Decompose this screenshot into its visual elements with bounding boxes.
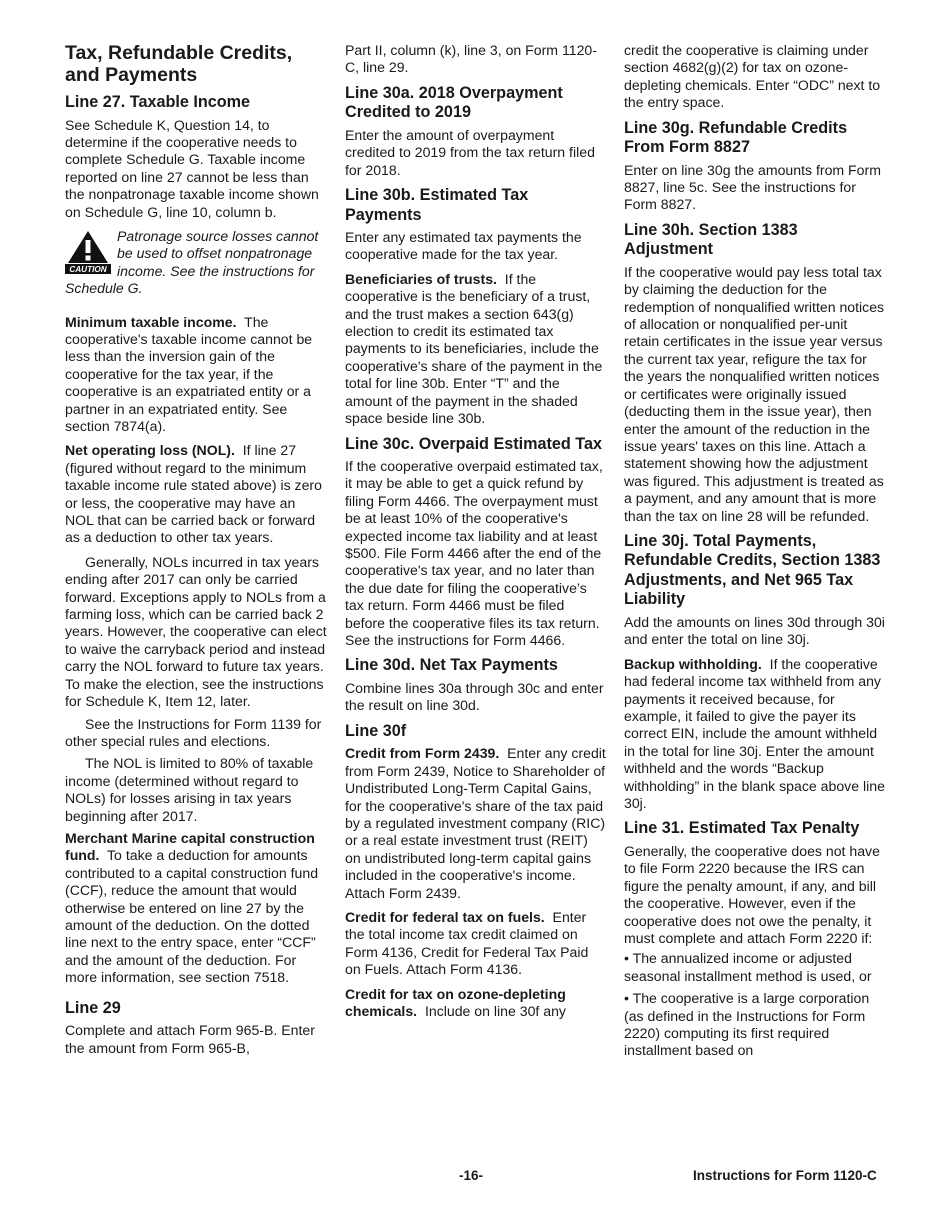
backup-runin: Backup withholding. — [624, 655, 762, 672]
line27-heading: Line 27. Taxable Income — [65, 93, 251, 111]
nol-paragraph-2: Generally, NOLs incurred in tax years ending after 2017 can only be carried forward. Exceptions apply to NOLs from a farming loss, which can be carried back 2 years. However, the cooperative can elect to waive the carryback period and instead carry the NOL forward to future tax years. To make the election, see the instructions for Schedule K, Item 12, later. — [65, 553, 327, 710]
line30c-heading: Line 30c. Overpaid Estimated Tax — [345, 434, 602, 453]
line30j-heading: Line 30j. Total Payments, Refundable Credits, Section 1383 Adjustments, and Net 965 Tax Liability — [624, 531, 881, 609]
line30b-paragraph: Enter any estimated tax payments the cooperative made for the tax year. — [345, 229, 582, 263]
section-title: Tax, Refundable Credits, and Payments — [65, 42, 293, 86]
caution-label: CAUTION — [69, 264, 107, 274]
nol-runin: Net operating loss (NOL). — [65, 442, 235, 459]
col2-continuation: Part II, column (k), line 3, on Form 1120-C, line 29. — [345, 42, 597, 76]
form2439-runin: Credit from Form 2439. — [345, 745, 500, 762]
min-income-runin: Minimum taxable income. — [65, 313, 237, 330]
column-1 — [65, 42, 327, 1064]
ozone-paragraph — [345, 986, 607, 1021]
line30a-heading: Line 30a. 2018 Overpayment Credited to 2019 — [345, 83, 563, 122]
fuels-runin: Credit for federal tax on fuels. — [345, 908, 545, 925]
line30b-heading: Line 30b. Estimated Tax Payments — [345, 186, 529, 224]
fuels-paragraph — [345, 909, 607, 979]
caution-text: Patronage source losses cannot be used to offset nonpatronage income. See the instructions for Schedule G. — [65, 227, 319, 297]
caution-note — [65, 228, 327, 298]
nol-paragraph-3: See the Instructions for Form 1139 for other special rules and elections. — [65, 715, 322, 749]
merchant-marine-paragraph — [65, 830, 327, 987]
backup-text: If the cooperative had federal income tax withheld from any payments it received because, for example, it failed to give the payer its correct EIN, include the amount withheld in the total for line 30j. Enter the amount withheld and the words “Backup withholding” in the blank space above line 30j. — [624, 655, 885, 811]
column-3 — [624, 42, 886, 1065]
col3-continuation: credit the cooperative is claiming under section 4682(g)(2) for tax on ozone-depleting chemicals. Enter “ODC” next to the entry space. — [624, 42, 881, 111]
line30d-heading: Line 30d. Net Tax Payments — [345, 656, 558, 675]
line29-paragraph: Complete and attach Form 965-B. Enter the amount from Form 965-B, — [65, 1022, 315, 1056]
column-2 — [345, 42, 607, 1027]
merchant-marine-text: To take a deduction for amounts contributed to a capital construction fund (CCF), reduce the amount that would otherwise be entered on line 27 by the amount of the deduction. On the dotted line next to the entry space, enter “CCF” and the amount of the deduction. For more information, see section 7518. — [65, 847, 319, 986]
line30h-paragraph: If the cooperative would pay less total tax by claiming the deduction for the redemption of nonqualified written notices of allocation or nonqualified per-unit retain certificates in the issue year versus the current tax year, refigure the tax for the years the nonqualified written notices or certificates were originally issued (deducting them in the issue year), then enter the amount of the reduction in the issue years' taxes on this line. Attach a statement showing how the adjustment was figured. This adjustment is treated as a payment, and any amount that is more than the tax on line 28 will be refunded. — [624, 263, 885, 524]
bullet-item-1 — [624, 950, 886, 985]
line31-paragraph: Generally, the cooperative does not have to file Form 2220 because the IRS can figure the penalty amount, if any, and bill the cooperative. However, even if the cooperative does not owe the penalty, it must complete and attach Form 2220 if: — [624, 842, 880, 946]
line30c-paragraph: If the cooperative overpaid estimated tax, it may be able to get a quick refund by filing Form 4466. The overpayment must be at least 10% of the cooperative's expected income tax liability and at least $500. File Form 4466 after the end of the cooperative's tax year, and no later than the due date for filing the cooperative’s tax return. Form 4466 must be filed before the cooperative files its tax return. See the instructions for Form 4466. — [345, 458, 603, 649]
trusts-paragraph — [345, 271, 607, 428]
backup-paragraph — [624, 656, 886, 813]
bullet-text-2: The cooperative is a large corporation (as defined in the Instructions for Form 2220) computing its first required installment based on — [624, 990, 870, 1059]
merchant-marine-runin: Merchant Marine capital construction fund. — [65, 829, 315, 864]
nol-text: If line 27 (figured without regard to the minimum taxable income rule stated above) is zero or less, the cooperative may have an NOL that can be carried back or forward as a deduction to other tax years. — [65, 442, 322, 546]
trusts-text: If the cooperative is the beneficiary of a trust, and the trust makes a section 643(g) election to credit its estimated tax payments to its beneficiaries, include the cooperative's share of the payment in the total for line 30b. Enter “T” and the amount of the payment in the shaded space beside line 30b. — [345, 270, 603, 427]
nol-paragraph-4: The NOL is limited to 80% of taxable income (determined without regard to NOLs) for losses arising in tax years beginning after 2017. — [65, 755, 314, 824]
line30a-paragraph: Enter the amount of overpayment credited to 2019 from the tax return filed for 2018. — [345, 126, 595, 178]
caution-icon — [65, 230, 111, 274]
ozone-runin: Credit for tax on ozone-depleting chemicals. — [345, 985, 566, 1019]
form2439-text: Enter any credit from Form 2439, Notice to Shareholder of Undistributed Long-Term Capital Gains, for the cooperative's share of the tax paid by a regulated investment company (RIC) or a real estate investment trust (REIT) on undistributed long-term capital gains included in the cooperative's income. Attach Form 2439. — [345, 745, 606, 901]
bullet-item-2 — [624, 990, 886, 1060]
line30h-heading: Line 30h. Section 1383 Adjustment — [624, 220, 798, 259]
line31-heading: Line 31. Estimated Tax Penalty — [624, 819, 860, 838]
min-income-paragraph — [65, 314, 327, 436]
form-title: Instructions for Form 1120-C — [693, 1168, 877, 1183]
line27-paragraph: See Schedule K, Question 14, to determine if the cooperative needs to complete Schedule G. Taxable income reported on line 27 cannot be less than the nonpatronage taxable income shown on Schedule G, line 10, column b. — [65, 116, 319, 220]
line29-heading: Line 29 — [65, 998, 121, 1017]
fuels-text: Enter the total income tax credit claimed on Form 4136, Credit for Federal Tax Paid on Fuels. Attach Form 4136. — [345, 908, 589, 978]
bullet-icon: • — [624, 990, 629, 1007]
line30g-heading: Line 30g. Refundable Credits From Form 8827 — [624, 118, 848, 157]
ozone-text: Include on line 30f any — [424, 1002, 566, 1019]
form2439-paragraph — [345, 745, 607, 902]
line30g-paragraph: Enter on line 30g the amounts from Form 8827, line 5c. See the instructions for Form 8827. — [624, 161, 881, 213]
line30d-paragraph: Combine lines 30a through 30c and enter the result on line 30d. — [345, 679, 604, 714]
nol-paragraph — [65, 442, 327, 546]
bullet-icon: • — [624, 950, 629, 967]
bullet-text-1: The annualized income or adjusted seasonal installment method is used, or — [624, 950, 872, 984]
line30f-heading: Line 30f — [345, 721, 407, 740]
line30j-paragraph: Add the amounts on lines 30d through 30i and enter the total on line 30j. — [624, 613, 885, 648]
min-income-text: The cooperative's taxable income cannot be less than the inversion gain of the cooperative for the tax year, if the cooperative is an expatriated entity or a partner in an expatriated entity. See section 7874(a). — [65, 313, 313, 434]
page-number: -16- — [459, 1168, 484, 1183]
trusts-runin: Beneficiaries of trusts. — [345, 270, 497, 287]
